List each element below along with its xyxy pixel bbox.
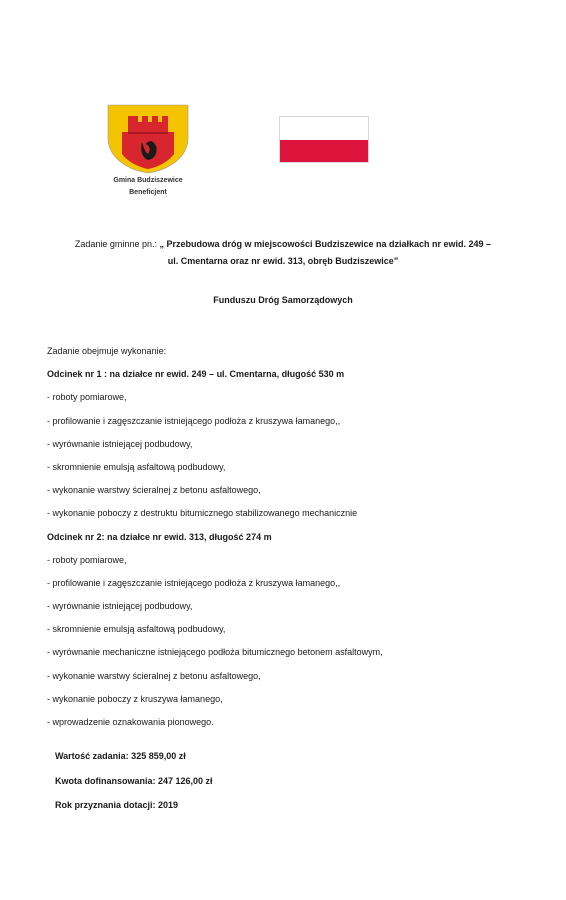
task-title-name-part-2: ul. Cmentarna oraz nr ewid. 313, obręb Budziszewice” [167,256,399,266]
list-item: - wykonanie warstwy ścieralnej z betonu asfaltowego, [47,485,261,496]
task-title-line-1 [40,236,526,253]
task-title [40,236,526,270]
fund-name: Funduszu Dróg Samorządowych [213,295,353,305]
list-item: - wyrównanie mechaniczne istniejącego podłoża bitumicznego betonem asfaltowym, [47,647,383,658]
list-item: - wyrównanie istniejącej podbudowy, [47,438,193,449]
list-item: - wyrównanie istniejącej podbudowy, [47,601,193,612]
list-item: - roboty pomiarowe, [47,392,127,403]
task-title-name-part-1: „ Przebudowa dróg w miejscowości Budziszewice na działkach nr ewid. 249 – [159,239,492,249]
list-item: - wykonanie warstwy ścieralnej z betonu asfaltowego, [47,670,261,681]
section-2-heading: Odcinek nr 2: na działce nr ewid. 313, długość 274 m [47,531,272,542]
list-item: - roboty pomiarowe, [47,554,127,565]
crest-caption-beneficiary: Beneficjent [129,189,167,196]
grant-year: Rok przyznania dotacji: 2019 [55,800,179,810]
scope-intro: Zadanie obejmuje wykonanie: [47,346,167,356]
flag-white-stripe [280,117,368,140]
scope-of-work [47,345,547,739]
task-value: Wartość zadania: 325 859,00 zł [55,751,186,761]
crest-caption-municipality: Gmina Budziszewice [113,177,183,184]
coat-of-arms-icon [104,102,192,174]
funding-summary [55,750,213,824]
crest-block [100,102,196,198]
list-item: - skromnienie emulsją asfaltową podbudowy, [47,624,226,635]
polish-flag-icon [279,116,369,163]
section-1-heading: Odcinek nr 1 : na działce nr ewid. 249 – ul. Cmentarna, długość 530 m [47,369,345,380]
flag-red-stripe [280,140,368,163]
task-title-line-2 [40,253,526,270]
list-item: - wprowadzenie oznakowania pionowego. [47,717,214,727]
task-title-prefix: Zadanie gminne pn.: [74,239,160,249]
list-item: - wykonanie poboczy z destruktu bitumicznego stabilizowanego mechanicznie [47,508,358,519]
funding-amount: Kwota dofinansowania: 247 126,00 zł [55,775,213,786]
list-item: - profilowanie i zagęszczanie istniejącego podłoża z kruszywa łamanego,, [47,577,341,588]
list-item: - wykonanie poboczy z kruszywa łamanego, [47,693,223,704]
list-item: - skromnienie emulsją asfaltową podbudowy, [47,461,226,472]
list-item: - profilowanie i zagęszczanie istniejącego podłoża z kruszywa łamanego,, [47,415,341,426]
